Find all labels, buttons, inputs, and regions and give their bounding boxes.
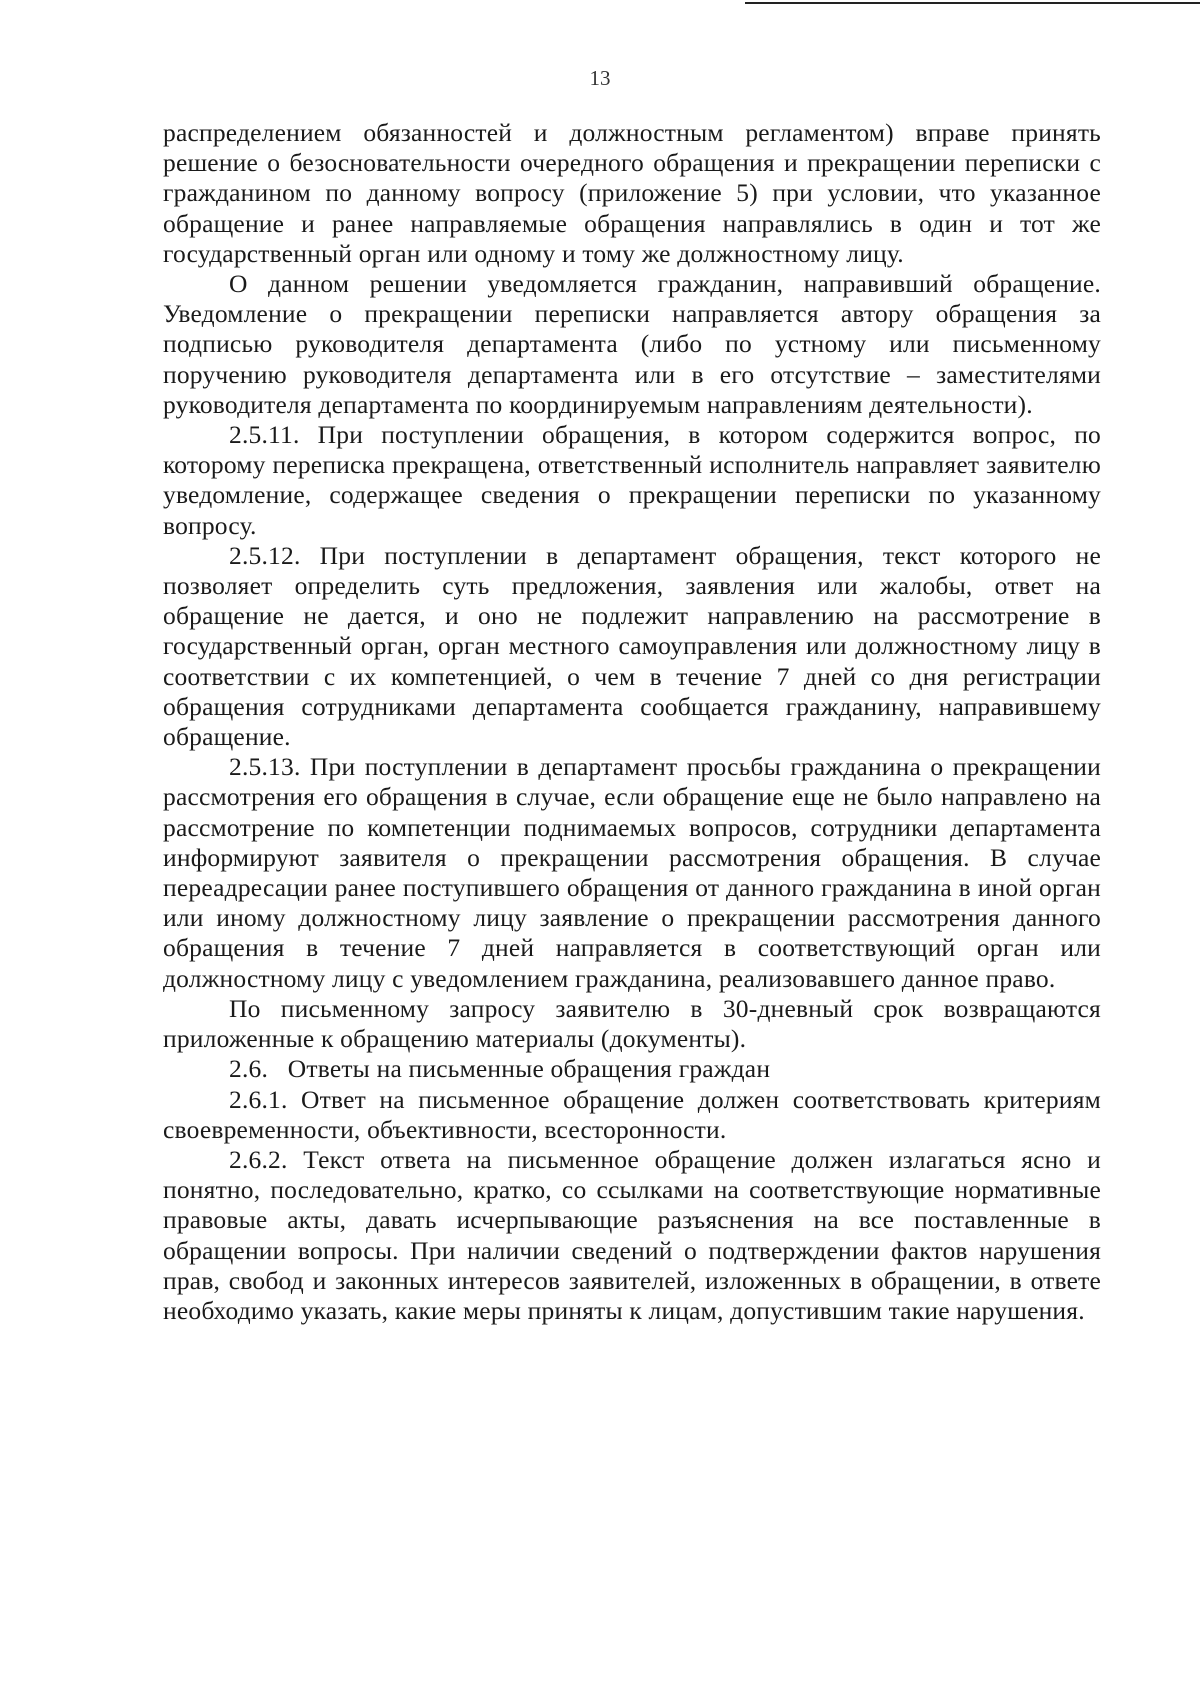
- page-number: 13: [589, 66, 611, 90]
- section-heading-2-6: 2.6. Ответы на письменные обращения граждан: [229, 1054, 771, 1084]
- paragraph-2-5-13: 2.5.13. При поступлении в департамент просьбы гражданина о прекращении рассмотрения его обращения в случае, если обращение еще не было направлено на рассмотрение по компетенции поднимаемых вопросов, сотрудники департамента информируют заявителя о прекращении рассмотрения обращения. В случае переадресации ранее поступившего обращения от данного гражданина в иной орган или иному должностному лицу заявление о прекращении рассмотрения данного обращения в течение 7 дней направляется в соответствующий орган или должностному лицу с уведомлением гражданина, реализовавшего данное право.: [163, 752, 1101, 993]
- paragraph-2-6-1: 2.6.1. Ответ на письменное обращение должен соответствовать критериям своевременности, объективности, всесторонности.: [163, 1084, 1101, 1144]
- top-border-line: [745, 2, 1200, 4]
- paragraph-continuation: распределением обязанностей и должностным регламентом) вправе принять решение о безосновательности очередного обращения и прекращении переписки с гражданином по данному вопросу (приложение 5) при условии, что указанное обращение и ранее направляемые обращения направлялись в один и тот же государственный орган или одному и тому же должностному лицу.: [163, 118, 1101, 268]
- paragraph-materials-return: По письменному запросу заявителю в 30-дневный срок возвращаются приложенные к обращению материалы (документы).: [163, 993, 1101, 1054]
- paragraph-2-5-11: 2.5.11. При поступлении обращения, в котором содержится вопрос, по которому переписка прекращена, ответственный исполнитель направляет заявителю уведомление, содержащее сведения о прекращении переписки по указанному вопросу.: [163, 420, 1101, 540]
- paragraph-notification: О данном решении уведомляется гражданин, направивший обращение. Уведомление о прекращении переписки направляется автору обращения за подписью руководителя департамента (либо по устному или письменному поручению руководителя департамента или в его отсутствие – заместителями руководителя департамента по координируемым направлениям деятельности).: [163, 269, 1101, 419]
- paragraph-2-6-2: 2.6.2. Текст ответа на письменное обращение должен излагаться ясно и понятно, последовательно, кратко, со ссылками на соответствующие нормативные правовые акты, давать исчерпывающие разъяснения на все поставленные в обращении вопросы. При наличии сведений о подтверждении фактов нарушения прав, свобод и законных интересов заявителей, изложенных в обращении, в ответе необходимо указать, какие меры приняты к лицам, допустившим такие нарушения.: [163, 1144, 1101, 1325]
- document-body: [163, 118, 1101, 1326]
- paragraph-2-5-12: 2.5.12. При поступлении в департамент обращения, текст которого не позволяет определить суть предложения, заявления или жалобы, ответ на обращение не дается, и оно не подлежит направлению на рассмотрение в государственный орган, орган местного самоуправления или должностному лицу в соответствии с их компетенцией, о чем в течение 7 дней со дня регистрации обращения сотрудниками департамента сообщается гражданину, направившему обращение.: [163, 540, 1101, 752]
